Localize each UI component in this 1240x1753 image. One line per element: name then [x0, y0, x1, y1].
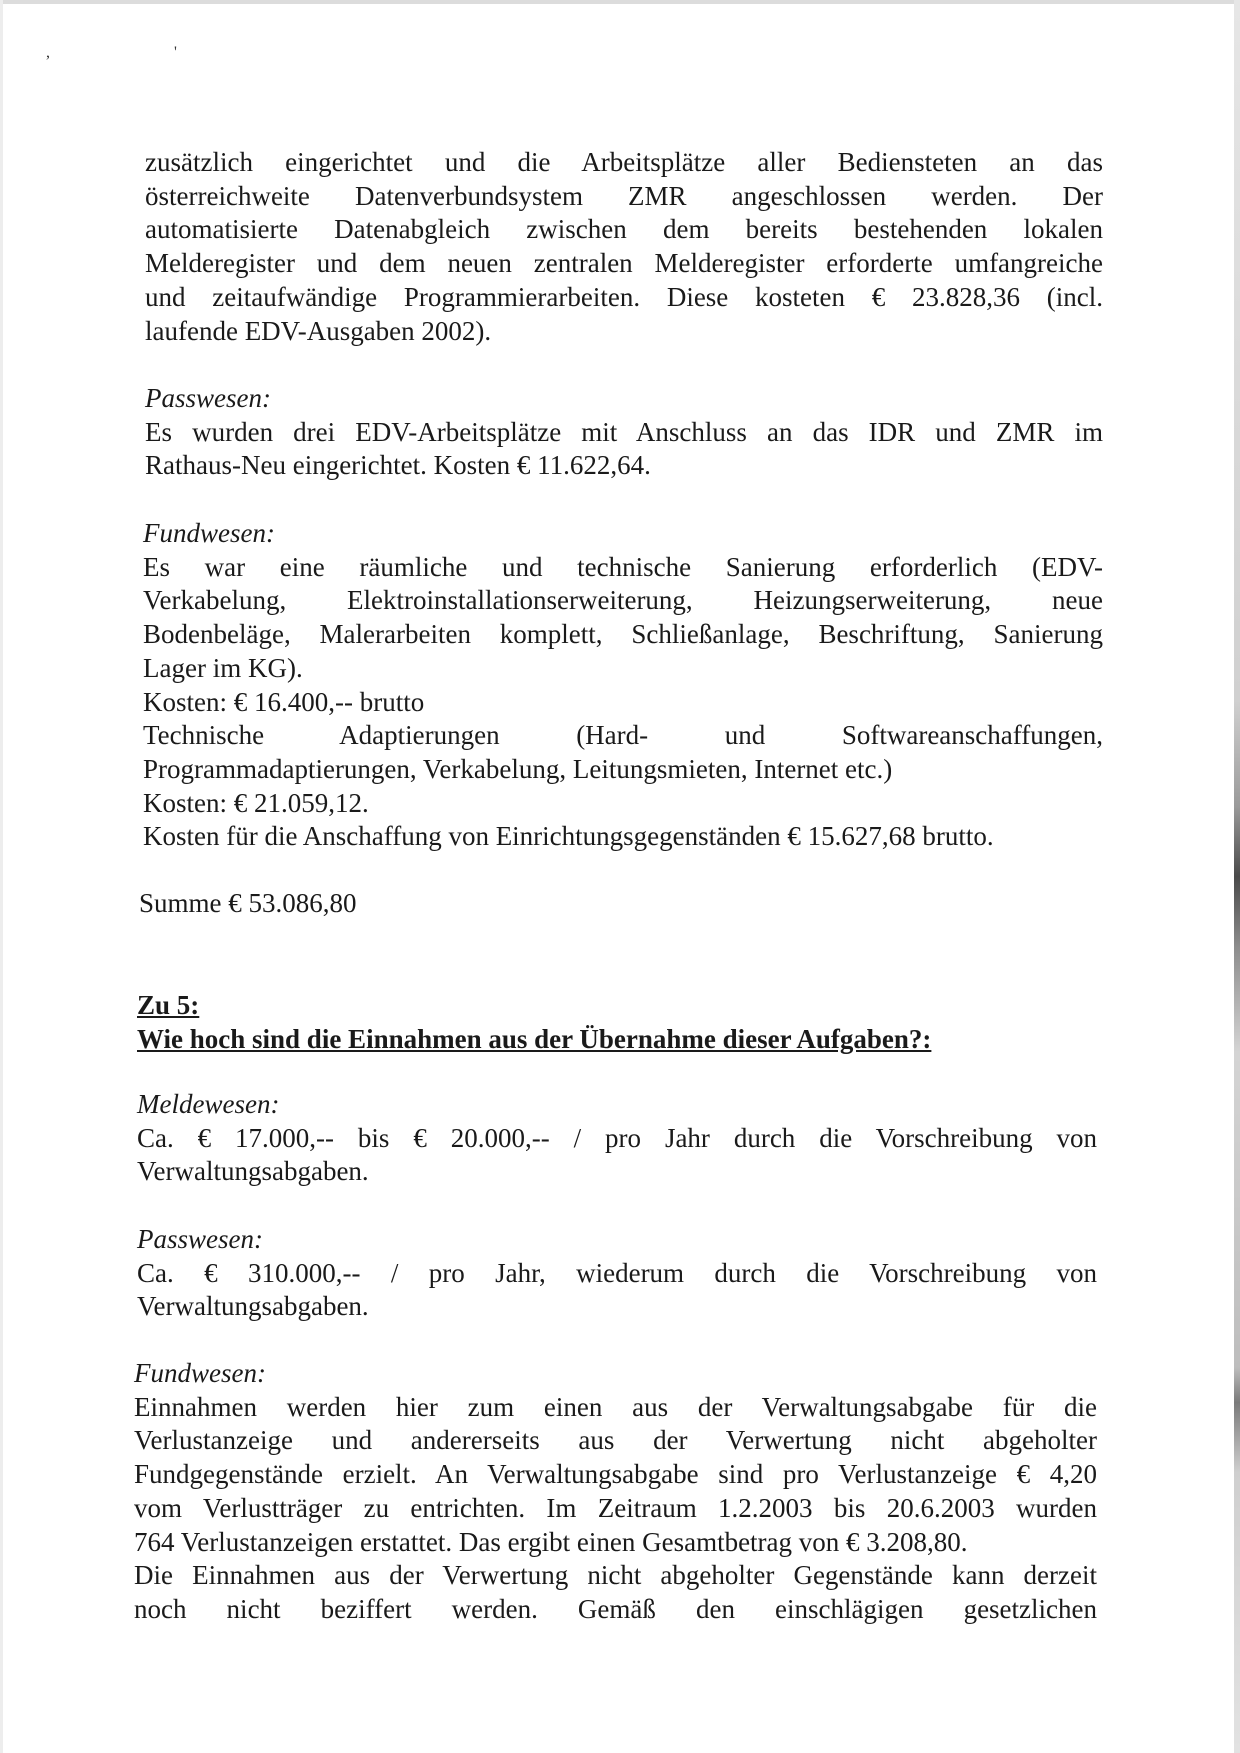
- sum-total: Summe € 53.086,80: [139, 888, 357, 918]
- text-line: Melderegister und dem neuen zentralen Melderegister erforderte umfangreiche: [145, 248, 1103, 279]
- text-line: Einnahmen werden hier zum einen aus der Verwaltungsabgabe für die: [134, 1391, 1097, 1422]
- text-line: und zeitaufwändige Programmierarbeiten. Diese kosteten € 23.828,36 (incl.: [145, 281, 1103, 312]
- scan-edge-left: [0, 0, 3, 1753]
- text-line: laufende EDV-Ausgaben 2002).: [145, 315, 492, 346]
- sum-section: [139, 887, 357, 921]
- passwesen-costs-section: [145, 382, 1103, 483]
- text-line: Verwaltungsabgaben.: [137, 1291, 369, 1322]
- section-heading: Fundwesen:: [134, 1358, 266, 1388]
- cost-line: Kosten für die Anschaffung von Einrichtungsgegenständen € 15.627,68 brutto.: [143, 821, 994, 852]
- question-number: Zu 5:: [137, 990, 200, 1020]
- text-line: Verwaltungsabgaben.: [137, 1156, 369, 1187]
- scan-marks: , ': [46, 44, 237, 61]
- text-line: 764 Verlustanzeigen erstattet. Das ergibt einen Gesamtbetrag von € 3.208,80.: [134, 1526, 968, 1557]
- text-line: Verlustanzeige und andererseits aus der Verwertung nicht abgeholter: [134, 1425, 1097, 1456]
- text-line: Lager im KG).: [143, 652, 303, 683]
- text-line: Bodenbeläge, Malerarbeiten komplett, Schließanlage, Beschriftung, Sanierung: [143, 619, 1103, 650]
- text-line: Ca. € 310.000,-- / pro Jahr, wiederum durch die Vorschreibung von: [137, 1257, 1097, 1288]
- text-line: Die Einnahmen aus der Verwertung nicht abgeholter Gegenstände kann derzeit: [134, 1560, 1097, 1591]
- cost-line: Kosten: € 16.400,-- brutto: [143, 686, 425, 717]
- question-5-section: [137, 989, 931, 1056]
- text-line: Verkabelung, Elektroinstallationserweiterung, Heizungserweiterung, neue: [143, 585, 1103, 616]
- section-heading: Meldewesen:: [137, 1089, 280, 1119]
- text-line: Ca. € 17.000,-- bis € 20.000,-- / pro Jahr durch die Vorschreibung von: [137, 1122, 1097, 1153]
- text-line: Es wurden drei EDV-Arbeitsplätze mit Anschluss an das IDR und ZMR im: [145, 416, 1103, 447]
- section-heading: Fundwesen:: [143, 518, 275, 548]
- text-line: zusätzlich eingerichtet und die Arbeitsplätze aller Bediensteten an das: [145, 147, 1103, 177]
- text-line: Programmadaptierungen, Verkabelung, Leitungsmieten, Internet etc.): [143, 753, 893, 784]
- text-line: Fundgegenstände erzielt. An Verwaltungsabgabe sind pro Verlustanzeige € 4,20: [134, 1459, 1097, 1490]
- text-line: Rathaus-Neu eingerichtet. Kosten € 11.622,64.: [145, 450, 651, 481]
- passwesen-income-section: [137, 1223, 1097, 1324]
- intro-paragraph: [145, 146, 1103, 348]
- text-line: Es war eine räumliche und technische Sanierung erforderlich (EDV-: [143, 551, 1103, 582]
- section-heading: Passwesen:: [145, 383, 271, 413]
- meldewesen-income-section: [137, 1088, 1097, 1189]
- cost-line: Kosten: € 21.059,12.: [143, 787, 369, 818]
- scan-edge-right: [1234, 0, 1240, 1753]
- section-heading: Passwesen:: [137, 1224, 263, 1254]
- text-line: Technische Adaptierungen (Hard- und Softwareanschaffungen,: [143, 720, 1103, 751]
- fundwesen-income-section: [134, 1357, 1097, 1627]
- text-line: österreichweite Datenverbundsystem ZMR angeschlossen werden. Der: [145, 180, 1103, 211]
- text-line: vom Verlustträger zu entrichten. Im Zeitraum 1.2.2003 bis 20.6.2003 wurden: [134, 1492, 1097, 1523]
- fundwesen-costs-section: [143, 517, 1103, 854]
- text-line: automatisierte Datenabgleich zwischen dem bereits bestehenden lokalen: [145, 214, 1103, 245]
- text-line: noch nicht beziffert werden. Gemäß den einschlägigen gesetzlichen: [134, 1593, 1097, 1624]
- question-title: Wie hoch sind die Einnahmen aus der Übernahme dieser Aufgaben?:: [137, 1023, 932, 1054]
- scan-edge-top: [0, 0, 1240, 4]
